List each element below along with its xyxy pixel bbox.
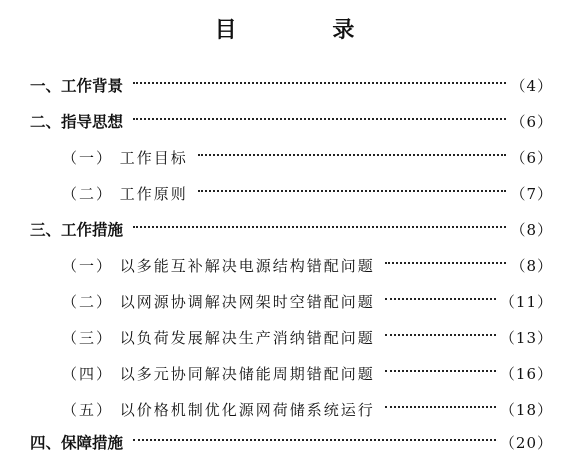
toc-page-number: （4） — [510, 77, 553, 95]
toc-entry-guiding-ideology[interactable] — [30, 110, 553, 134]
toc-entry-label: （三） 以负荷发展解决生产消纳错配问题 — [62, 329, 375, 347]
dot-leader — [133, 116, 506, 120]
toc-entry-work-goals[interactable] — [62, 146, 553, 170]
toc-entry-storage-coordination[interactable] — [62, 362, 553, 386]
toc-page-number: （7） — [510, 185, 553, 203]
toc-entry-label: （一） 以多能互补解决电源结构错配问题 — [62, 257, 375, 275]
dot-leader — [385, 296, 496, 300]
toc-entry-label: （二） 以网源协调解决网架时空错配问题 — [62, 293, 375, 311]
toc-entry-load-development[interactable] — [62, 326, 553, 350]
toc-entry-label: 二、指导思想 — [30, 113, 124, 131]
toc-entry-safeguard-measures[interactable] — [30, 431, 553, 455]
toc-entry-work-principles[interactable] — [62, 182, 553, 206]
dot-leader — [198, 188, 507, 192]
toc-page-number: （6） — [510, 113, 553, 131]
toc-entry-grid-coordination[interactable] — [62, 290, 553, 314]
toc-page-number: （20） — [499, 434, 553, 452]
toc-entry-label: 三、工作措施 — [30, 221, 124, 239]
toc-page-number: （8） — [510, 257, 553, 275]
toc-entry-label: 四、保障措施 — [30, 434, 124, 452]
toc-entry-label: （四） 以多元协同解决储能周期错配问题 — [62, 365, 375, 383]
dot-leader — [385, 368, 496, 372]
toc-page-number: （11） — [499, 293, 553, 311]
toc-entry-multi-energy[interactable] — [62, 254, 553, 278]
toc-page-number: （18） — [499, 401, 553, 419]
toc-page-number: （16） — [499, 365, 553, 383]
dot-leader — [385, 404, 496, 408]
toc-page-number: （8） — [510, 221, 553, 239]
toc-entry-label: （二） 工作原则 — [62, 185, 188, 203]
dot-leader — [133, 80, 506, 84]
dot-leader — [133, 437, 496, 441]
toc-entry-work-measures[interactable] — [30, 218, 553, 242]
dot-leader — [385, 332, 496, 336]
dot-leader — [385, 260, 507, 264]
toc-entry-price-mechanism[interactable] — [62, 398, 553, 422]
dot-leader — [198, 152, 507, 156]
toc-entry-label: （五） 以价格机制优化源网荷储系统运行 — [62, 401, 375, 419]
toc-entry-work-background[interactable] — [30, 74, 553, 98]
toc-entry-label: 一、工作背景 — [30, 77, 124, 95]
toc-page-number: （6） — [510, 149, 553, 167]
toc-entry-label: （一） 工作目标 — [62, 149, 188, 167]
toc-page-number: （13） — [499, 329, 553, 347]
page-title: 目 录 — [214, 18, 399, 43]
dot-leader — [133, 224, 506, 228]
